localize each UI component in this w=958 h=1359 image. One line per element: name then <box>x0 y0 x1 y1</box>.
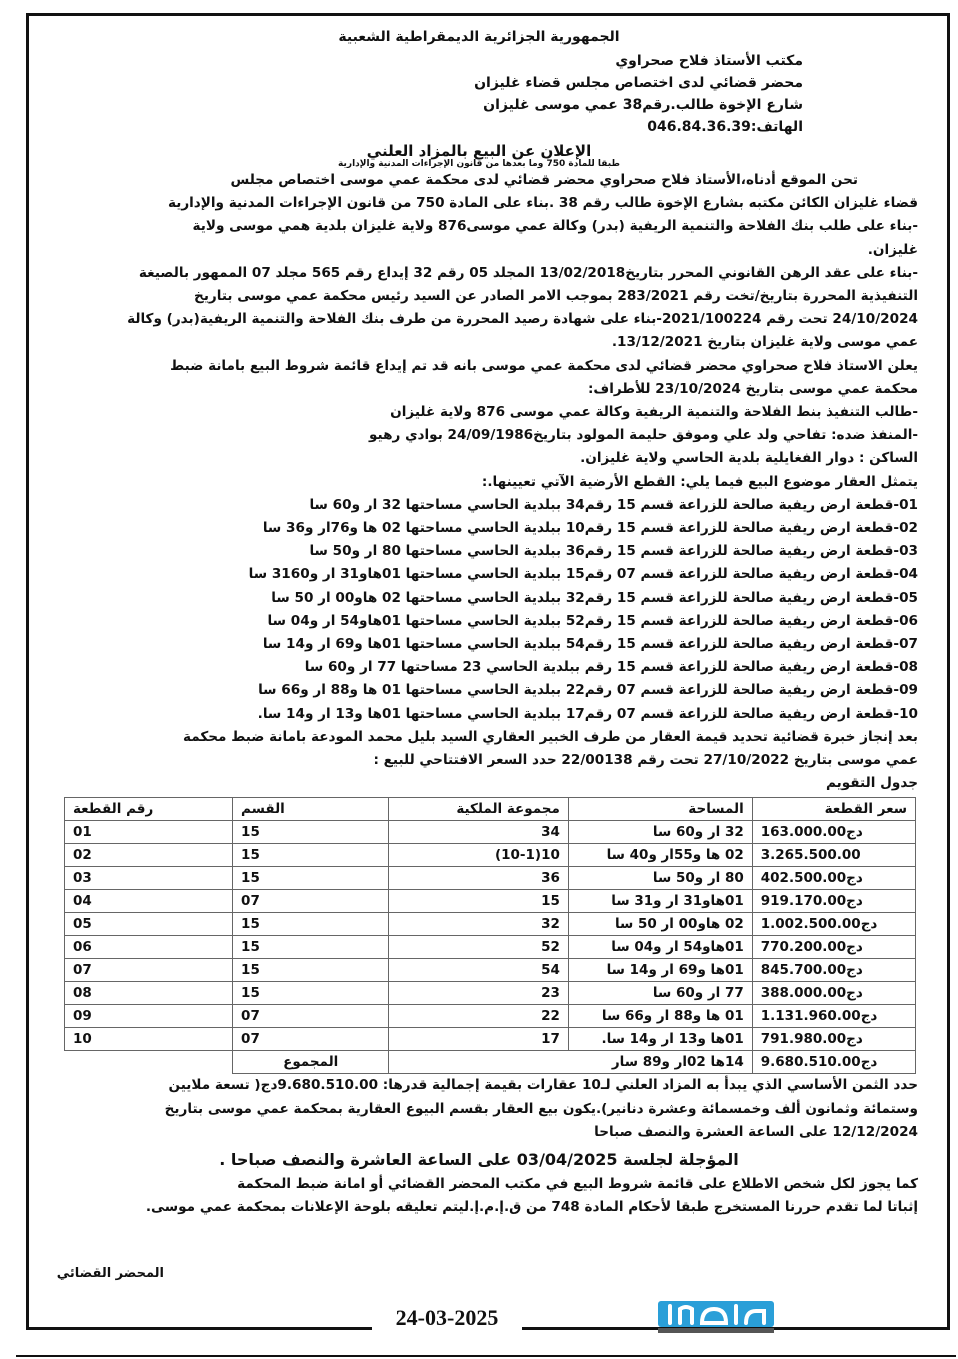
cell-number: 05 <box>65 913 233 936</box>
body-line: يتمثل العقار موضوع البيع فيما يلي: القطع الأرضية الآتي تعيينها.: <box>481 473 918 490</box>
cell-price: 3.265.500.00 <box>752 844 915 867</box>
cell-area: 77 ار و60 سا <box>568 982 752 1005</box>
cell-group: 32 <box>389 913 569 936</box>
cell-group: 17 <box>389 1028 569 1051</box>
cell-area: 01هاو54 ار و04 سا <box>568 936 752 959</box>
total-label: المجموع <box>233 1051 389 1074</box>
cell-price: 163.000.00دج <box>752 821 915 844</box>
office-address: شارع الإخوة طالب.رقم38 عمي موسى غليزان <box>483 97 803 113</box>
cell-group: 52 <box>389 936 569 959</box>
cell-price: 402.500.00دج <box>752 867 915 890</box>
final-text <box>40 1173 918 1219</box>
valuation-table-title: جدول التقويم <box>825 775 918 792</box>
cell-area: 02 هاو00 ار 50 سا <box>568 913 752 936</box>
cell-area: 32 ار و60 سا <box>568 821 752 844</box>
cell-area: 01ها و69 ار و14 سا <box>568 959 752 982</box>
parcel-list <box>40 494 918 726</box>
page-bottom-rule <box>16 1355 956 1357</box>
closing-text <box>40 1074 918 1144</box>
header-section: القسم <box>233 798 389 821</box>
body-line: التنفيذية المحررة بتاريخ/تخت رقم 283/2021 بموجب الامر الصادر عن السيد رئيس محكمة عمي موسى بتاريخ <box>194 288 918 305</box>
body-line: يعلن الاستاذ فلاح صحراوي محضر قضائي لدى محكمة عمي موسى بانه قد تم إيداع قائمة شروط البيع بامانة ضبط <box>170 357 918 374</box>
cell-group: 10(10-1) <box>389 844 569 867</box>
table-row <box>65 821 916 844</box>
office-phone: الهاتف:046.84.36.39 <box>647 119 803 135</box>
newspaper-logo-icon <box>656 1297 776 1335</box>
cell-price: 388.000.00دج <box>752 982 915 1005</box>
table-row <box>65 982 916 1005</box>
cell-number: 02 <box>65 844 233 867</box>
cell-number: 01 <box>65 821 233 844</box>
office-name: مكتب الأستاذ فلاح صحراوي <box>615 53 803 69</box>
announcement-title: الإعلان عن البيع بالمزاد العلني <box>366 142 592 160</box>
cell-price: 919.170.00دج <box>752 890 915 913</box>
cell-section: 15 <box>233 867 389 890</box>
parcel-item: 03-قطعة ارض ريفية صالحة للزراعة قسم 15 رقم36 ببلدية الحاسي مساحتها 80 ار و50 سا <box>309 543 918 560</box>
parcel-item: 08-قطعة ارض ريفية صالحة للزراعة قسم 15 رقم ببلدية الحاسي 23 مساحتها 77 ار و60 سا <box>304 659 918 676</box>
cell-number: 08 <box>65 982 233 1005</box>
cell-section: 07 <box>233 1005 389 1028</box>
body-line: تحن الموقع أدناه،الأستاذ فلاح صحراوي محضر قضائي لدى محكمة عمي موسى اختصاص مجلس <box>230 172 858 188</box>
cell-area: 01 ها و88 ار و66 سا <box>568 1005 752 1028</box>
expertise-line: بعد إنجاز خبرة قضائية تحديد قيمة العقار من طرف الخبير العقاري السيد بليل محمد المودعة بامانة ضبط محكمة <box>182 728 918 745</box>
cell-area: 01ها و13 ار و14 سا. <box>568 1028 752 1051</box>
cell-group: 15 <box>389 890 569 913</box>
parcel-item: 09-قطعة ارض ريفية صالحة للزراعة قسم 07 رقم22 ببلدية الحاسي مساحتها 01 ها و88 ار و66 سا <box>258 682 918 699</box>
parcel-item: 10-قطعة ارض ريفية صالحة للزراعة قسم 07 رقم17 ببلدية الحاسي مساحتها 01ها و13 ار و14 سا. <box>257 705 918 722</box>
header-area: المساحة <box>568 798 752 821</box>
body-line: عمي موسى ولاية غليزان بتاريخ 13/12/2021. <box>611 334 918 351</box>
cell-number: 03 <box>65 867 233 890</box>
header-price: سعر القطعة <box>752 798 915 821</box>
cell-price: 1.002.500.00دج <box>752 913 915 936</box>
table-row <box>65 1028 916 1051</box>
notice-body <box>40 169 918 795</box>
body-line: -بناء على طلب بنك الفلاحة والتنمية الريفية (بدر) وكالة عمي موسى876 ولاية غليزان بلدية همي موسى ولاية <box>192 218 918 235</box>
office-role: محضر قضائي لدى اختصاص مجلس قضاء غليزان <box>474 75 803 91</box>
cell-number: 06 <box>65 936 233 959</box>
cell-area: 01هاو31 ار و31 سا <box>568 890 752 913</box>
body-line: محكمة عمي موسى بتاريخ 23/10/2024 للأطراف: <box>587 380 918 397</box>
cell-number: 04 <box>65 890 233 913</box>
table-row <box>65 959 916 982</box>
publication-date: 24-03-2025 <box>372 1305 522 1331</box>
body-line: -بناء على عقد الرهن القانوني المحرر بتاريخ13/02/2018 المجلد 05 رقم 32 إيداع رقم 565 مجلد 07 الممهور بالصيغة <box>138 264 918 281</box>
cell-group: 54 <box>389 959 569 982</box>
parcel-item: 05-قطعة ارض ريفية صالحة للزراعة قسم 15 رقم32 ببلدية الحاسي مساحتها 02 هاو00 ار 50 سا <box>271 589 918 606</box>
table-row <box>65 890 916 913</box>
table-total-row <box>65 1051 916 1074</box>
final-line: إثباتا لما تقدم حررنا المستخرج طبقا لأحكام المادة 748 من ق.إ.م.إ.ليتم تعليقه بلوحة الإعلانات بمحكمة عمي موسى. <box>145 1199 918 1216</box>
cell-section: 15 <box>233 821 389 844</box>
cell-group: 36 <box>389 867 569 890</box>
newspaper-logo <box>656 1297 776 1335</box>
cell-price: 845.700.00دج <box>752 959 915 982</box>
letterhead <box>40 26 918 138</box>
total-empty-cell <box>65 1051 233 1074</box>
body-line: غليزان. <box>867 241 918 258</box>
cell-area: 02 ها و55ار و40 سا <box>568 844 752 867</box>
cell-group: 34 <box>389 821 569 844</box>
closing-line: 12/12/2024 على الساعة العشرة والنصف صباحا <box>594 1123 918 1140</box>
cell-section: 07 <box>233 890 389 913</box>
cell-section: 15 <box>233 982 389 1005</box>
header-group: مجموعة الملكية <box>389 798 569 821</box>
auction-notice <box>40 26 918 1220</box>
body-line: الساكن : دوار الفغايلية بلدية الحاسي ولاية غليزان. <box>580 450 918 467</box>
cell-number: 10 <box>65 1028 233 1051</box>
header-number: رقم القطعة <box>65 798 233 821</box>
table-header-row <box>65 798 916 821</box>
parcel-item: 07-قطعة ارض ريفية صالحة للزراعة قسم 15 رقم54 ببلدية الحاسي مساحتها 01ها و69 ار و14 سا <box>262 636 918 653</box>
cell-area: 80 ار و50 سا <box>568 867 752 890</box>
closing-line: وستمائة وثمانون ألف وخمسمائة وعشرة دنانير).يكون بيع العقار بقسم البيوع العقارية بمحكمة عمي موسى بتاريخ <box>164 1100 918 1117</box>
signer-label: المحضر القضائي <box>56 1266 164 1281</box>
parcel-item: 02-قطعة ارض ريفية صالحة للزراعة قسم 15 رقم10 ببلدية الحاسي مساحتها 02 ها و76ار و36 سا <box>262 520 918 537</box>
parcel-item: 01-قطعة ارض ريفية صالحة للزراعة قسم 15 رقم34 ببلدية الحاسي مساحتها 32 ار و60 سا <box>309 496 918 513</box>
cell-section: 15 <box>233 844 389 867</box>
cell-section: 07 <box>233 1028 389 1051</box>
cell-section: 15 <box>233 936 389 959</box>
cell-group: 22 <box>389 1005 569 1028</box>
closing-line: حدد الثمن الأساسي الذي يبدأ به المزاد العلني لـ10 عقارات بقيمة إجمالية قدرها: 9.680.510.00دج( تسعة ملايين <box>168 1077 918 1094</box>
table-row <box>65 913 916 936</box>
table-row <box>65 936 916 959</box>
final-line: كما يجوز لكل شخص الاطلاع على قائمة شروط البيع في مكتب المحضر القضائي أو امانة ضبط المحكمة <box>237 1176 918 1193</box>
body-line: قضاء غليزان الكائن مكتبه بشارع الإخوة طالب رقم 38 .بناء على المادة 750 من قانون الإجراءات المدنية والإدارية <box>167 195 918 212</box>
cell-price: 1.131.960.00دج <box>752 1005 915 1028</box>
table-row <box>65 1005 916 1028</box>
body-line: -المنفذ ضده: تفاحي ولد علي وموفق حليمة المولود بتاريخ24/09/1986 بوادي رهيو <box>369 427 918 444</box>
cell-price: 770.200.00دج <box>752 936 915 959</box>
table-row <box>65 867 916 890</box>
parcel-item: 06-قطعة ارض ريفية صالحة للزراعة قسم 15 رقم52 ببلدية الحاسي مساحتها 01هاو54 ار و04 سا <box>267 612 918 629</box>
cell-number: 09 <box>65 1005 233 1028</box>
cell-section: 15 <box>233 913 389 936</box>
body-line: 24/10/2024 تحت رقم 2021/100224-بناء على شهادة رصيد المحررة من طرف بنك الفلاحة والتنمية الريفية(بدر) وكالة <box>127 311 918 328</box>
announcement-subtitle: طبقا للمادة 750 وما بعدها من قانون الإجراءات المدنية والإدارية <box>338 159 620 169</box>
cell-price: 791.980.00دج <box>752 1028 915 1051</box>
republic-title: الجمهورية الجزائرية الديمقراطية الشعبية <box>338 29 620 45</box>
postponed-session: المؤجلة لجلسة 03/04/2025 على الساعة العاشرة والنصف صباحا . <box>219 1150 739 1170</box>
cell-number: 07 <box>65 959 233 982</box>
expertise-line: عمي موسى بتاريخ 27/10/2022 تحت رقم 22/00138 حدد السعر الافتتاحي للبيع : <box>373 752 918 769</box>
cell-group: 23 <box>389 982 569 1005</box>
table-row <box>65 844 916 867</box>
parcel-item: 04-قطعة ارض ريفية صالحة للزراعة قسم 07 رقم15 ببلدية الحاسي مساحتها 01هاو31 ار و3160 سا <box>248 566 918 583</box>
total-area: 14ها 02ار و89 سار <box>389 1051 752 1074</box>
valuation-table <box>64 797 916 1074</box>
cell-section: 15 <box>233 959 389 982</box>
body-line: -طالب التنفيذ بنط الفلاحة والتنمية الريفية وكالة عمي موسى 876 ولاية غليزان <box>390 404 918 421</box>
total-price: 9.680.510.00دج <box>752 1051 915 1074</box>
